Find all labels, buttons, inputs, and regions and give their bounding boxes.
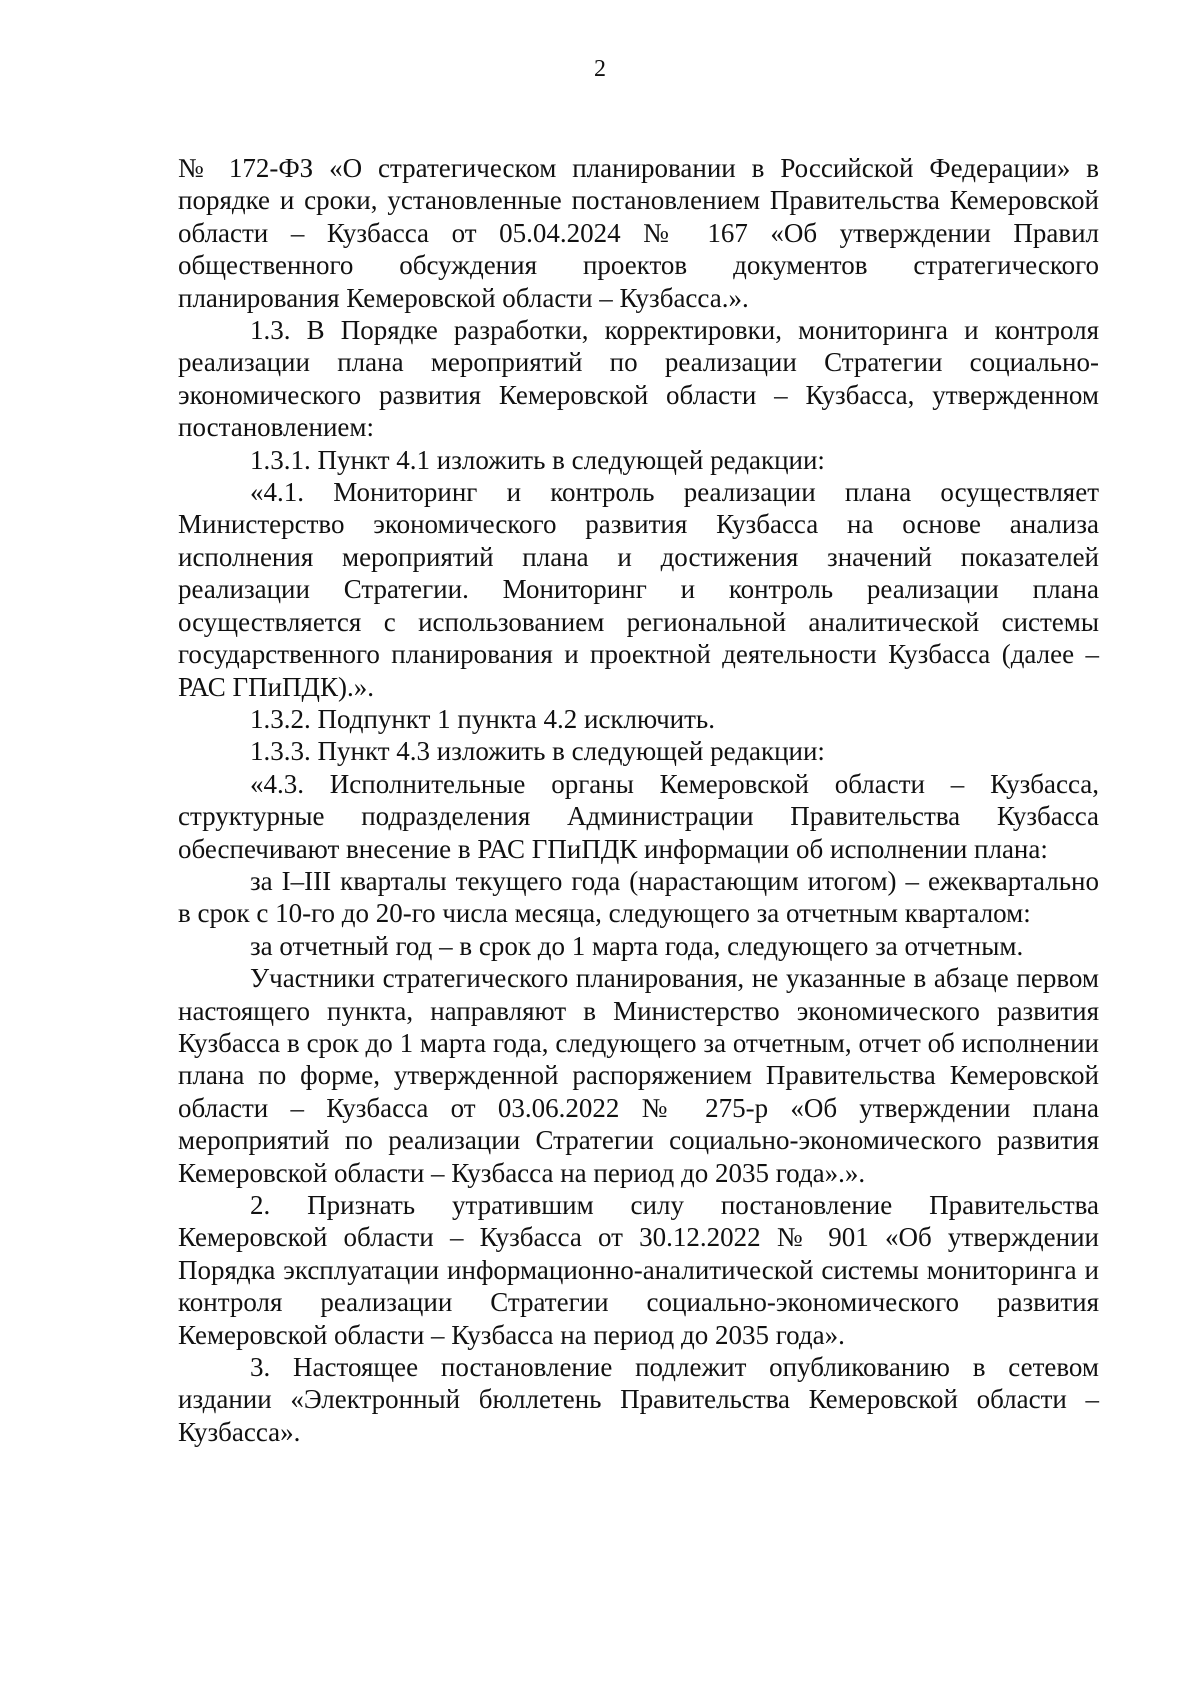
paragraph: Участники стратегического планирования, не указанные в абзаце первом настоящего пункта, направляют в Министерство экономического развития Кузбасса в срок до 1 марта года, следующего за отчетным, отчет об исполнении плана по форме, утвержденной распоряжением Правительства Кемеровской области – Кузбасса от 03.06.2022 № 275-р «Об утверждении плана мероприятий по реализации Стратегии социально-экономического развития Кемеровской области – Кузбасса на период до 2035 года».». [178,963,1099,1188]
paragraph: 3. Настоящее постановление подлежит опубликованию в сетевом издании «Электронный бюллетень Правительства Кемеровской области – Кузбасса». [178,1352,1099,1447]
paragraph: «4.3. Исполнительные органы Кемеровской области – Кузбасса, структурные подразделения Администрации Правительства Кузбасса обеспечивают внесение в РАС ГПиПДК информации об исполнении плана: [178,768,1099,864]
paragraph: 1.3.1. Пункт 4.1 изложить в следующей редакции: [250,444,825,475]
paragraph: за I–III кварталы текущего года (нарастающим итогом) – ежеквартально в срок с 10-го до 20-го числа месяца, следующего за отчетным кварталом: [178,865,1099,929]
paragraph: «4.1. Мониторинг и контроль реализации плана осуществляет Министерство экономического развития Кузбасса на основе анализа исполнения мероприятий плана и достижения значений показателей реализации Стратегии. Мониторинг и контроль реализации плана осуществляется с использованием региональной аналитической системы государственного планирования и проектной деятельности Кузбасса (далее – РАС ГПиПДК).». [178,477,1099,702]
paragraph: 1.3.2. Подпункт 1 пункта 4.2 исключить. [250,703,715,734]
document-body [178,152,1099,1448]
paragraph: за отчетный год – в срок до 1 марта года, следующего за отчетным. [250,930,1024,961]
paragraph: 1.3.3. Пункт 4.3 изложить в следующей редакции: [250,736,825,767]
paragraph: 1.3. В Порядке разработки, корректировки, мониторинга и контроля реализации плана мероприятий по реализации Стратегии социально-экономического развития Кемеровской области – Кузбасса, утвержденном постановлением: [178,315,1099,443]
page-number: 2 [594,56,606,82]
paragraph: № 172-ФЗ «О стратегическом планировании в Российской Федерации» в порядке и сроки, установленные постановлением Правительства Кемеровской области – Кузбасса от 05.04.2024 № 167 «Об утверждении Правил общественного обсуждения проектов документов стратегического планирования Кемеровской области – Кузбасса.». [178,153,1099,313]
paragraph: 2. Признать утратившим силу постановление Правительства Кемеровской области – Кузбасса от 30.12.2022 № 901 «Об утверждении Порядка эксплуатации информационно-аналитической системы мониторинга и контроля реализации Стратегии социально-экономического развития Кемеровской области – Кузбасса на период до 2035 года». [178,1190,1099,1350]
